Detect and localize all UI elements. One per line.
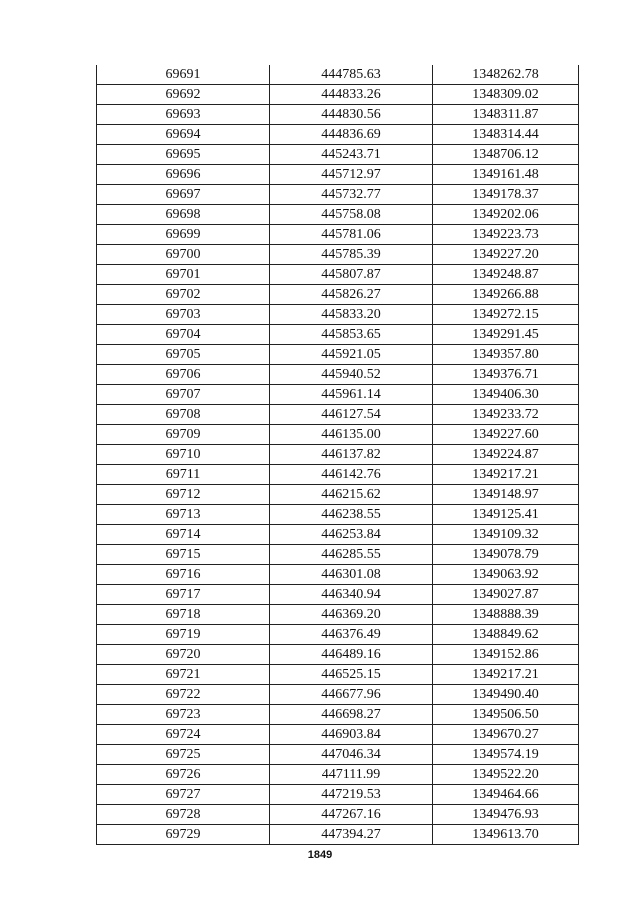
table-row xyxy=(97,265,579,285)
table-row xyxy=(97,185,579,205)
x-coordinate-cell: 445785.39 xyxy=(270,245,433,265)
table-row xyxy=(97,625,579,645)
table-row xyxy=(97,85,579,105)
table-row xyxy=(97,825,579,845)
table-row xyxy=(97,205,579,225)
x-coordinate-cell: 447267.16 xyxy=(270,805,433,825)
point-id-cell: 69706 xyxy=(97,365,270,385)
point-id-cell: 69711 xyxy=(97,465,270,485)
y-coordinate-cell: 1349227.60 xyxy=(433,425,579,445)
y-coordinate-cell: 1349291.45 xyxy=(433,325,579,345)
table-row xyxy=(97,425,579,445)
y-coordinate-cell: 1349406.30 xyxy=(433,385,579,405)
point-id-cell: 69697 xyxy=(97,185,270,205)
table-row xyxy=(97,285,579,305)
point-id-cell: 69701 xyxy=(97,265,270,285)
x-coordinate-cell: 445781.06 xyxy=(270,225,433,245)
point-id-cell: 69718 xyxy=(97,605,270,625)
table-row xyxy=(97,305,579,325)
y-coordinate-cell: 1349227.20 xyxy=(433,245,579,265)
point-id-cell: 69705 xyxy=(97,345,270,365)
table-row xyxy=(97,165,579,185)
point-id-cell: 69716 xyxy=(97,565,270,585)
point-id-cell: 69694 xyxy=(97,125,270,145)
page-number: 1849 xyxy=(307,849,333,861)
y-coordinate-cell: 1349574.19 xyxy=(433,745,579,765)
table-row xyxy=(97,445,579,465)
x-coordinate-cell: 445732.77 xyxy=(270,185,433,205)
table-row xyxy=(97,485,579,505)
point-id-cell: 69704 xyxy=(97,325,270,345)
point-id-cell: 69699 xyxy=(97,225,270,245)
table-row xyxy=(97,345,579,365)
point-id-cell: 69722 xyxy=(97,685,270,705)
x-coordinate-cell: 445758.08 xyxy=(270,205,433,225)
table-row xyxy=(97,65,579,85)
point-id-cell: 69696 xyxy=(97,165,270,185)
y-coordinate-cell: 1349202.06 xyxy=(433,205,579,225)
point-id-cell: 69710 xyxy=(97,445,270,465)
x-coordinate-cell: 446340.94 xyxy=(270,585,433,605)
x-coordinate-cell: 447046.34 xyxy=(270,745,433,765)
table-row xyxy=(97,725,579,745)
x-coordinate-cell: 445243.71 xyxy=(270,145,433,165)
point-id-cell: 69708 xyxy=(97,405,270,425)
table-row xyxy=(97,545,579,565)
x-coordinate-cell: 444833.26 xyxy=(270,85,433,105)
table-row xyxy=(97,105,579,125)
table-row xyxy=(97,225,579,245)
point-id-cell: 69723 xyxy=(97,705,270,725)
y-coordinate-cell: 1349464.66 xyxy=(433,785,579,805)
point-id-cell: 69695 xyxy=(97,145,270,165)
point-id-cell: 69712 xyxy=(97,485,270,505)
x-coordinate-cell: 446677.96 xyxy=(270,685,433,705)
coordinate-table-body xyxy=(97,65,579,845)
table-row xyxy=(97,505,579,525)
table-row xyxy=(97,125,579,145)
point-id-cell: 69700 xyxy=(97,245,270,265)
y-coordinate-cell: 1349217.21 xyxy=(433,665,579,685)
point-id-cell: 69725 xyxy=(97,745,270,765)
x-coordinate-cell: 445961.14 xyxy=(270,385,433,405)
point-id-cell: 69691 xyxy=(97,65,270,85)
x-coordinate-cell: 445712.97 xyxy=(270,165,433,185)
y-coordinate-cell: 1349109.32 xyxy=(433,525,579,545)
x-coordinate-cell: 446142.76 xyxy=(270,465,433,485)
y-coordinate-cell: 1349224.87 xyxy=(433,445,579,465)
y-coordinate-cell: 1349233.72 xyxy=(433,405,579,425)
y-coordinate-cell: 1349223.73 xyxy=(433,225,579,245)
y-coordinate-cell: 1349357.80 xyxy=(433,345,579,365)
x-coordinate-cell: 445940.52 xyxy=(270,365,433,385)
table-row xyxy=(97,465,579,485)
table-row xyxy=(97,385,579,405)
point-id-cell: 69702 xyxy=(97,285,270,305)
table-row xyxy=(97,805,579,825)
y-coordinate-cell: 1348309.02 xyxy=(433,85,579,105)
table-row xyxy=(97,365,579,385)
y-coordinate-cell: 1348849.62 xyxy=(433,625,579,645)
point-id-cell: 69714 xyxy=(97,525,270,545)
point-id-cell: 69719 xyxy=(97,625,270,645)
x-coordinate-cell: 446376.49 xyxy=(270,625,433,645)
y-coordinate-cell: 1349522.20 xyxy=(433,765,579,785)
point-id-cell: 69717 xyxy=(97,585,270,605)
coordinate-table xyxy=(96,65,579,845)
x-coordinate-cell: 446369.20 xyxy=(270,605,433,625)
y-coordinate-cell: 1348314.44 xyxy=(433,125,579,145)
table-row xyxy=(97,405,579,425)
point-id-cell: 69709 xyxy=(97,425,270,445)
y-coordinate-cell: 1349152.86 xyxy=(433,645,579,665)
x-coordinate-cell: 444836.69 xyxy=(270,125,433,145)
x-coordinate-cell: 447394.27 xyxy=(270,825,433,845)
x-coordinate-cell: 445826.27 xyxy=(270,285,433,305)
x-coordinate-cell: 446137.82 xyxy=(270,445,433,465)
point-id-cell: 69698 xyxy=(97,205,270,225)
y-coordinate-cell: 1349272.15 xyxy=(433,305,579,325)
x-coordinate-cell: 446698.27 xyxy=(270,705,433,725)
table-row xyxy=(97,745,579,765)
table-row xyxy=(97,245,579,265)
point-id-cell: 69693 xyxy=(97,105,270,125)
point-id-cell: 69724 xyxy=(97,725,270,745)
y-coordinate-cell: 1348888.39 xyxy=(433,605,579,625)
y-coordinate-cell: 1349078.79 xyxy=(433,545,579,565)
y-coordinate-cell: 1349266.88 xyxy=(433,285,579,305)
x-coordinate-cell: 446135.00 xyxy=(270,425,433,445)
point-id-cell: 69707 xyxy=(97,385,270,405)
x-coordinate-cell: 447219.53 xyxy=(270,785,433,805)
table-row xyxy=(97,145,579,165)
table-row xyxy=(97,645,579,665)
table-row xyxy=(97,685,579,705)
y-coordinate-cell: 1348706.12 xyxy=(433,145,579,165)
table-row xyxy=(97,765,579,785)
point-id-cell: 69720 xyxy=(97,645,270,665)
y-coordinate-cell: 1349161.48 xyxy=(433,165,579,185)
table-row xyxy=(97,785,579,805)
x-coordinate-cell: 445807.87 xyxy=(270,265,433,285)
y-coordinate-cell: 1349376.71 xyxy=(433,365,579,385)
table-row xyxy=(97,525,579,545)
y-coordinate-cell: 1349476.93 xyxy=(433,805,579,825)
x-coordinate-cell: 445921.05 xyxy=(270,345,433,365)
point-id-cell: 69715 xyxy=(97,545,270,565)
x-coordinate-cell: 446903.84 xyxy=(270,725,433,745)
table-row xyxy=(97,705,579,725)
y-coordinate-cell: 1348311.87 xyxy=(433,105,579,125)
table-row xyxy=(97,665,579,685)
y-coordinate-cell: 1349063.92 xyxy=(433,565,579,585)
x-coordinate-cell: 446238.55 xyxy=(270,505,433,525)
x-coordinate-cell: 444830.56 xyxy=(270,105,433,125)
x-coordinate-cell: 447111.99 xyxy=(270,765,433,785)
point-id-cell: 69729 xyxy=(97,825,270,845)
point-id-cell: 69713 xyxy=(97,505,270,525)
point-id-cell: 69703 xyxy=(97,305,270,325)
x-coordinate-cell: 446215.62 xyxy=(270,485,433,505)
point-id-cell: 69721 xyxy=(97,665,270,685)
x-coordinate-cell: 445853.65 xyxy=(270,325,433,345)
point-id-cell: 69692 xyxy=(97,85,270,105)
point-id-cell: 69726 xyxy=(97,765,270,785)
x-coordinate-cell: 444785.63 xyxy=(270,65,433,85)
point-id-cell: 69728 xyxy=(97,805,270,825)
x-coordinate-cell: 446127.54 xyxy=(270,405,433,425)
y-coordinate-cell: 1349670.27 xyxy=(433,725,579,745)
point-id-cell: 69727 xyxy=(97,785,270,805)
y-coordinate-cell: 1349613.70 xyxy=(433,825,579,845)
table-row xyxy=(97,565,579,585)
table-row xyxy=(97,605,579,625)
x-coordinate-cell: 446489.16 xyxy=(270,645,433,665)
y-coordinate-cell: 1349217.21 xyxy=(433,465,579,485)
x-coordinate-cell: 446525.15 xyxy=(270,665,433,685)
y-coordinate-cell: 1349506.50 xyxy=(433,705,579,725)
y-coordinate-cell: 1348262.78 xyxy=(433,65,579,85)
y-coordinate-cell: 1349248.87 xyxy=(433,265,579,285)
table-row xyxy=(97,325,579,345)
y-coordinate-cell: 1349178.37 xyxy=(433,185,579,205)
y-coordinate-cell: 1349027.87 xyxy=(433,585,579,605)
x-coordinate-cell: 446253.84 xyxy=(270,525,433,545)
y-coordinate-cell: 1349148.97 xyxy=(433,485,579,505)
table-row xyxy=(97,585,579,605)
y-coordinate-cell: 1349490.40 xyxy=(433,685,579,705)
y-coordinate-cell: 1349125.41 xyxy=(433,505,579,525)
x-coordinate-cell: 446301.08 xyxy=(270,565,433,585)
x-coordinate-cell: 446285.55 xyxy=(270,545,433,565)
x-coordinate-cell: 445833.20 xyxy=(270,305,433,325)
